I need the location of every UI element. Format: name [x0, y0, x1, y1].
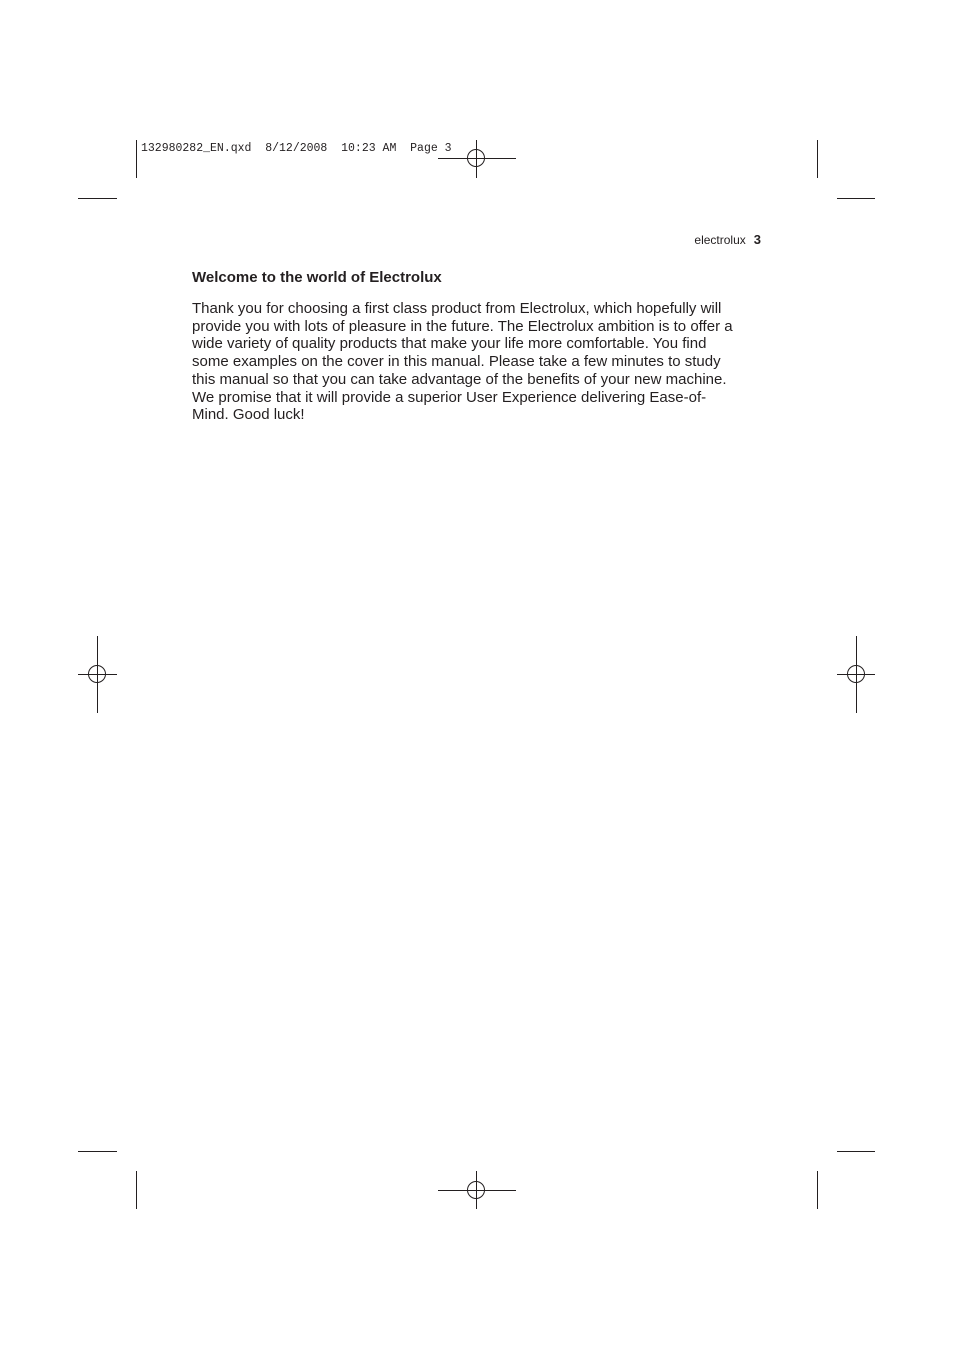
registration-mark-right-circle [847, 665, 865, 683]
paragraph-line: this manual so that you can take advantage of the benefits of your new machine. [192, 370, 727, 388]
crop-mark-bottom-right-vertical [817, 1171, 818, 1209]
paragraph-line: We promise that it will provide a superior User Experience delivering Ease-of- [192, 388, 707, 406]
section-title: Welcome to the world of Electrolux [192, 269, 442, 286]
paragraph-line: wide variety of quality products that make your life more comfortable. You find [192, 335, 707, 353]
registration-mark-bottom-circle [467, 1181, 485, 1199]
printer-slug: 132980282_EN.qxd 8/12/2008 10:23 AM Page 3 [141, 142, 452, 155]
running-head [694, 232, 761, 248]
crop-mark-bottom-left-horizontal [78, 1151, 117, 1152]
registration-mark-left-circle [88, 665, 106, 683]
running-head-brand: electrolux [694, 233, 746, 247]
paragraph-line: some examples on the cover in this manual. Please take a few minutes to study [192, 353, 721, 371]
paragraph-line: provide you with lots of pleasure in the future. The Electrolux ambition is to offer a [192, 317, 733, 335]
crop-mark-top-right-vertical [817, 140, 818, 178]
crop-mark-top-left-vertical [136, 140, 137, 178]
crop-mark-bottom-right-horizontal [837, 1151, 875, 1152]
paragraph-line: Thank you for choosing a first class product from Electrolux, which hopefully will [192, 300, 722, 317]
paragraph-line: Mind. Good luck! [192, 406, 305, 424]
crop-mark-top-left-horizontal [78, 198, 117, 199]
registration-mark-top-circle [467, 149, 485, 167]
page-number: 3 [753, 232, 761, 247]
crop-mark-top-right-horizontal [837, 198, 875, 199]
crop-mark-bottom-left-vertical [136, 1171, 137, 1209]
welcome-paragraph [192, 300, 767, 424]
